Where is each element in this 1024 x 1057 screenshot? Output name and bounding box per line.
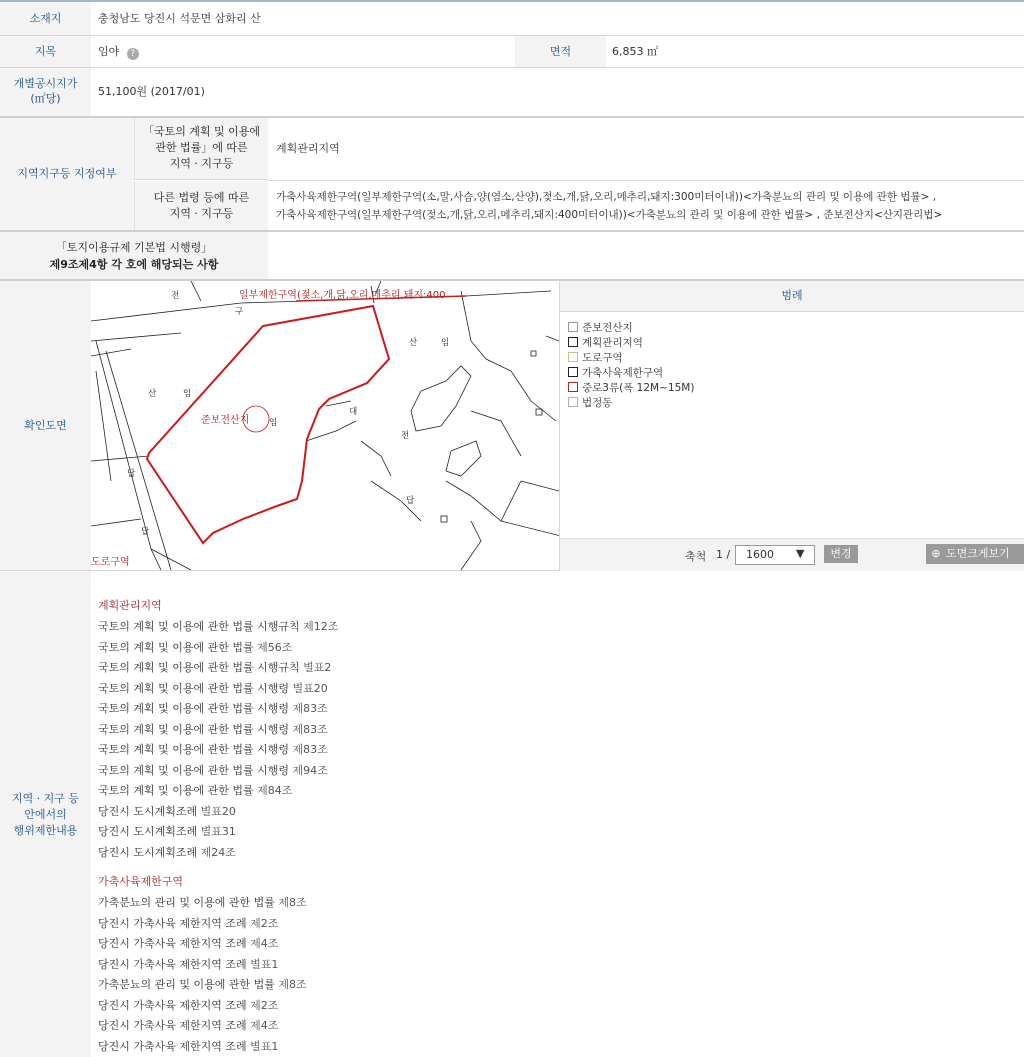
law-article-link[interactable]: 제83조	[292, 722, 328, 736]
restrictions-list	[98, 595, 998, 1057]
map-label-road: 도로구역	[91, 557, 130, 568]
law-link[interactable]: 당진시 가축사육 제한지역 조례	[98, 1019, 247, 1032]
zone-sub1-label-line3: 지역 · 지구등	[169, 157, 234, 170]
area-label: 면적	[515, 36, 606, 67]
law-article-link[interactable]: 제84조	[257, 784, 293, 797]
law-item	[98, 822, 998, 843]
legend-label: 계획관리지역	[582, 337, 643, 349]
zone-divider	[268, 180, 1024, 181]
legend-label: 법정동	[582, 397, 613, 409]
restrictions-row	[0, 571, 1024, 1057]
restriction-section-title: 계획관리지역	[98, 599, 162, 612]
law-link[interactable]: 국토의 계획 및 이용에 관한 법률 시행규칙	[98, 620, 300, 633]
law-item	[98, 720, 998, 741]
location-row	[0, 2, 1024, 36]
law-link[interactable]: 국토의 계획 및 이용에 관한 법률 시행령	[98, 763, 289, 777]
law-article-link[interactable]: 제94조	[292, 763, 328, 777]
scale-bar	[560, 538, 1024, 571]
price-label-line2: (㎡당)	[30, 92, 61, 105]
map-label-im-center: 임	[269, 418, 278, 428]
legend-item	[568, 321, 694, 336]
legend-swatch	[568, 337, 578, 347]
law-article-link[interactable]: 별표20	[200, 804, 236, 818]
law-article-link[interactable]: 제83조	[292, 702, 328, 715]
law-link[interactable]: 당진시 도시계획조례	[98, 845, 198, 859]
zone-sub2-label-line2: 지역 · 지구등	[169, 207, 234, 220]
restriction-section	[98, 871, 998, 1057]
map-label-forest: 준보전산지	[201, 415, 250, 426]
map-label-im-left: 임	[183, 389, 192, 399]
zone-sub2-value-line1: 가축사육제한구역(일부제한구역(소,말,사슴,양(염소,산양),젖소,개,닭,오리,메추리,돼지:300미터이내))<가축분뇨의 관리 및 이용에 관한 법률> ,	[276, 191, 937, 203]
zone-sub1-value: 계획관리지역	[276, 142, 340, 155]
legend-label: 준보전산지	[582, 322, 633, 334]
location-label: 소재지	[0, 2, 91, 35]
map-label-dap-1: 답	[127, 469, 136, 479]
basic-act-label-line1: 「토지이용규제 기본법 시행령」	[55, 241, 213, 254]
law-item	[98, 1016, 998, 1037]
map-canvas[interactable]	[91, 281, 560, 570]
map-label-san-left: 산	[148, 389, 157, 399]
chevron-down-icon: ▼	[796, 547, 805, 560]
law-link[interactable]: 당진시 가축사육 제한지역 조례	[98, 998, 247, 1012]
law-link[interactable]: 국토의 계획 및 이용에 관한 법률 시행령	[98, 743, 289, 756]
scale-select-value: 1600	[746, 548, 774, 561]
law-article-link[interactable]: 별표2	[303, 661, 332, 674]
law-article-link[interactable]: 제2조	[250, 916, 279, 930]
law-link[interactable]: 당진시 가축사육 제한지역 조례	[98, 937, 247, 950]
change-button[interactable]: 변경	[824, 545, 858, 563]
law-article-link[interactable]: 제56조	[257, 640, 293, 654]
law-article-link[interactable]: 제2조	[250, 998, 279, 1012]
law-link[interactable]: 국토의 계획 및 이용에 관한 법률 시행규칙	[98, 661, 300, 674]
legend-swatch	[568, 367, 578, 377]
law-article-link[interactable]: 제8조	[278, 896, 307, 909]
zone-label: 지역지구등 지정여부	[0, 118, 134, 230]
law-item	[98, 658, 998, 679]
location-value: 충청남도 당진시 석문면 삼화리 산	[98, 12, 261, 25]
law-link[interactable]: 당진시 도시계획조례	[98, 825, 198, 838]
law-item	[98, 934, 998, 955]
law-item	[98, 893, 998, 914]
law-item	[98, 1037, 998, 1057]
law-item	[98, 802, 998, 823]
price-label-line1: 개별공시지가	[13, 77, 78, 90]
law-link[interactable]: 가축분뇨의 관리 및 이용에 관한 법률	[98, 896, 275, 909]
map-label-dap-2: 답	[406, 496, 415, 506]
enlarge-map-label: 도면크게보기	[946, 547, 1010, 560]
basic-act-label	[0, 232, 268, 279]
law-article-link[interactable]: 제12조	[303, 620, 339, 633]
map-label-jeon: 전	[171, 291, 180, 301]
price-value: 51,100원 (2017/01)	[98, 85, 205, 98]
law-link[interactable]: 당진시 가축사육 제한지역 조례	[98, 957, 247, 971]
law-item	[98, 617, 998, 638]
land-category-row	[0, 36, 1024, 68]
area-value: 6,853 ㎡	[612, 45, 658, 58]
legend-list	[568, 321, 694, 411]
land-category-label: 지목	[0, 36, 91, 67]
restrictions-label	[0, 571, 91, 1057]
law-article-link[interactable]: 별표1	[250, 1039, 279, 1053]
zone-sub2-label	[134, 181, 268, 230]
zone-sub1-label-line1: 「국토의 계획 및 이용에	[142, 125, 261, 138]
land-category-value-wrap	[98, 36, 139, 67]
law-item	[98, 996, 998, 1017]
map-label-gu: 구	[235, 307, 244, 317]
price-label	[0, 68, 91, 116]
legend-label: 중로3류(폭 12M~15M)	[582, 382, 695, 394]
zone-sub2-value	[276, 188, 942, 224]
scale-select[interactable]	[735, 545, 815, 565]
zone-sub1-label-line2: 관한 법률」에 따른	[155, 141, 248, 154]
law-article-link[interactable]: 제24조	[200, 845, 236, 859]
law-article-link[interactable]: 별표20	[292, 681, 328, 695]
law-link[interactable]: 국토의 계획 및 이용에 관한 법률 시행령	[98, 702, 289, 715]
map-row	[0, 281, 1024, 571]
law-item	[98, 914, 998, 935]
law-item	[98, 843, 998, 864]
law-link[interactable]: 국토의 계획 및 이용에 관한 법률	[98, 640, 254, 654]
map-label-dae: 대	[349, 407, 358, 417]
law-item	[98, 679, 998, 700]
scale-label: 축척	[685, 550, 707, 563]
restriction-section	[98, 595, 998, 863]
scale-prefix: 1 /	[716, 548, 731, 561]
zone-sub2-label-line1: 다른 법령 등에 따른	[153, 191, 250, 204]
map-label-jeon-2: 전	[401, 431, 410, 441]
map-label: 확인도면	[0, 281, 91, 570]
law-link[interactable]: 국토의 계획 및 이용에 관한 법률 시행령	[98, 722, 289, 736]
legend-item	[568, 336, 694, 351]
law-link[interactable]: 당진시 도시계획조례	[98, 804, 198, 818]
zone-sub2-value-line2: 가축사육제한구역(일부제한구역(젖소,개,닭,오리,메추리,돼지:400미터이내))<가축분뇨의 관리 및 이용에 관한 법률> , 준보전산지<산지관리법>	[276, 209, 943, 221]
price-row	[0, 68, 1024, 118]
zoom-in-icon: ⊕	[931, 547, 941, 560]
zone-sub1-label	[134, 118, 268, 180]
legend-label: 도로구역	[582, 352, 623, 364]
legend-swatch	[568, 322, 578, 332]
restrictions-label-line3: 행위제한내용	[13, 824, 78, 837]
basic-act-row	[0, 232, 1024, 281]
law-article-link[interactable]: 제8조	[278, 978, 307, 991]
legend-label: 가축사육제한구역	[582, 367, 664, 379]
law-article-link[interactable]: 제83조	[292, 743, 328, 756]
law-item	[98, 781, 998, 802]
legend-swatch	[568, 382, 578, 392]
map-label-dap-3: 답	[141, 527, 150, 537]
land-category-value: 임야	[98, 45, 120, 58]
law-link[interactable]: 당진시 가축사육 제한지역 조례	[98, 1039, 247, 1053]
law-link[interactable]: 가축분뇨의 관리 및 이용에 관한 법률	[98, 978, 275, 991]
legend-swatch	[568, 397, 578, 407]
law-article-link[interactable]: 제4조	[250, 937, 279, 950]
law-article-link[interactable]: 제4조	[250, 1019, 279, 1032]
law-article-link[interactable]: 별표31	[200, 825, 236, 838]
restrictions-label-line1: 지역 · 지구 등	[11, 792, 80, 805]
cadastral-map	[91, 281, 559, 570]
law-item	[98, 699, 998, 720]
legend-title: 범례	[560, 281, 1024, 312]
legend-swatch	[568, 352, 578, 362]
law-item	[98, 638, 998, 659]
restriction-section-title: 가축사육제한구역	[98, 875, 184, 888]
enlarge-map-button[interactable]	[926, 544, 1024, 564]
law-item	[98, 740, 998, 761]
law-article-link[interactable]: 별표1	[250, 957, 279, 971]
zone-row	[0, 118, 1024, 232]
legend-item	[568, 381, 694, 396]
question-circle-icon[interactable]: ?	[127, 48, 139, 60]
map-label-im-right: 임	[441, 338, 450, 348]
law-item	[98, 975, 998, 996]
basic-act-label-line2: 제9조제4항 각 호에 해당되는 사항	[49, 258, 219, 271]
map-label-san-right: 산	[409, 338, 418, 348]
restrictions-label-line2: 안에서의	[24, 808, 67, 821]
map-label-top-zone: 일부제한구역(젖소,개,닭,오리,메추리,돼지:400	[239, 290, 446, 301]
law-link[interactable]: 국토의 계획 및 이용에 관한 법률	[98, 784, 254, 797]
law-link[interactable]: 당진시 가축사육 제한지역 조례	[98, 916, 247, 930]
legend-item	[568, 366, 694, 381]
law-item	[98, 761, 998, 782]
legend-item	[568, 351, 694, 366]
law-item	[98, 955, 998, 976]
law-link[interactable]: 국토의 계획 및 이용에 관한 법률 시행령	[98, 681, 289, 695]
legend-item	[568, 396, 694, 411]
